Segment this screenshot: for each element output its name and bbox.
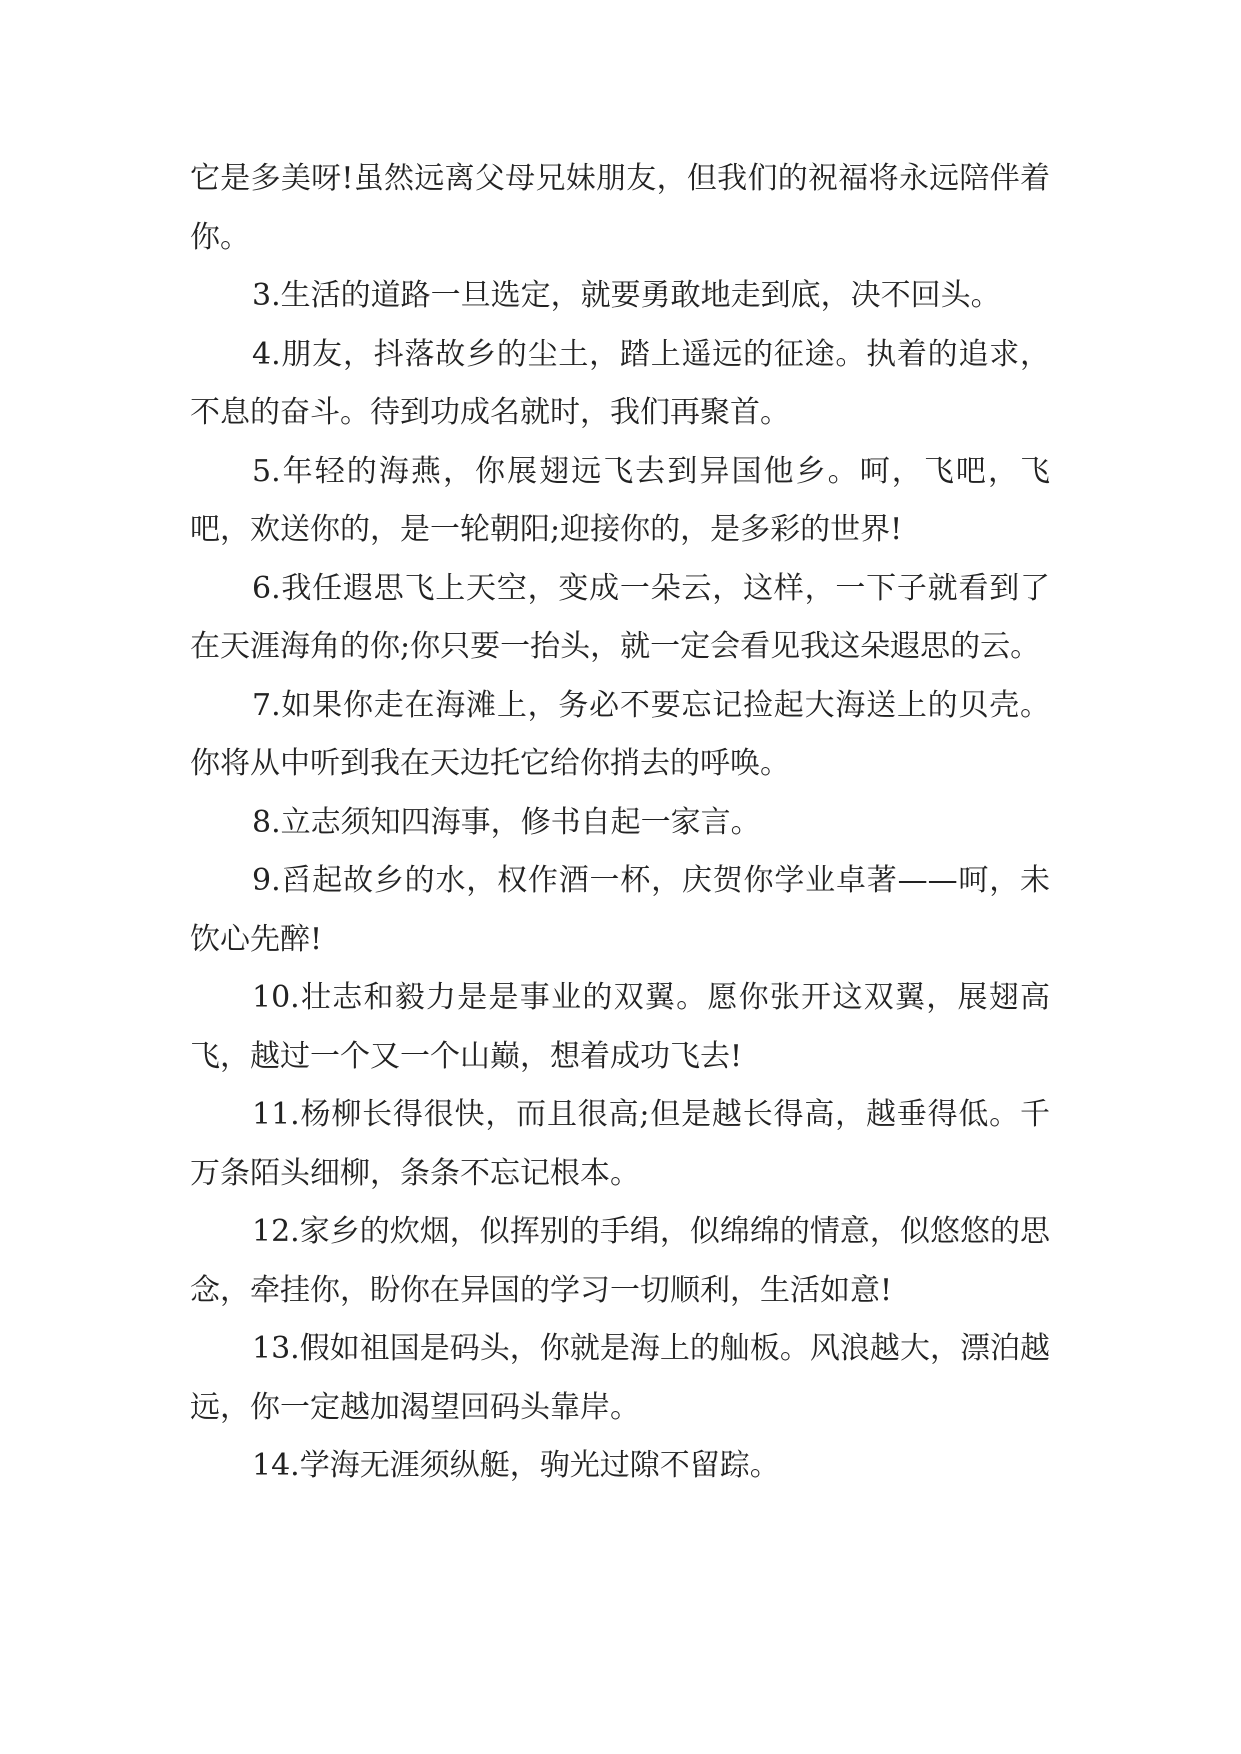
paragraph-item-10: 10.壮志和毅力是是事业的双翼。愿你张开这双翼，展翅高飞，越过一个又一个山巅，想着成功飞去! bbox=[190, 980, 1050, 1074]
paragraph-item-6: 6.我任遐思飞上天空，变成一朵云，这样，一下子就看到了在天涯海角的你;你只要一抬头，就一定会看见我这朵遐思的云。 bbox=[190, 570, 1050, 664]
paragraph-item-9: 9.舀起故乡的水，权作酒一杯，庆贺你学业卓著——呵，未饮心先醉! bbox=[190, 863, 1050, 957]
paragraph-item-13: 13.假如祖国是码头，你就是海上的舢板。风浪越大，漂泊越远，你一定越加渴望回码头靠岸。 bbox=[190, 1331, 1050, 1425]
paragraph-item-4: 4.朋友，抖落故乡的尘土，踏上遥远的征途。执着的追求，不息的奋斗。待到功成名就时，我们再聚首。 bbox=[190, 336, 1050, 430]
paragraph-item-3: 3.生活的道路一旦选定，就要勇敢地走到底，决不回头。 bbox=[252, 278, 1001, 313]
document-body bbox=[190, 150, 1050, 1496]
paragraph-item-14: 14.学海无涯须纵艇，驹光过隙不留踪。 bbox=[252, 1448, 780, 1483]
paragraph-item-12: 12.家乡的炊烟，似挥别的手绢，似绵绵的情意，似悠悠的思念，牵挂你，盼你在异国的学习一切顺利，生活如意! bbox=[190, 1214, 1050, 1308]
paragraph-item-5: 5.年轻的海燕，你展翅远飞去到异国他乡。呵，飞吧，飞吧，欢送你的，是一轮朝阳;迎接你的，是多彩的世界! bbox=[190, 453, 1050, 547]
paragraph-item-8: 8.立志须知四海事，修书自起一家言。 bbox=[252, 804, 761, 840]
paragraph-item-7: 7.如果你走在海滩上，务必不要忘记捡起大海送上的贝壳。你将从中听到我在天边托它给你捎去的呼唤。 bbox=[190, 687, 1050, 781]
paragraph-continuation: 它是多美呀!虽然远离父母兄妹朋友，但我们的祝福将永远陪伴着你。 bbox=[190, 161, 1050, 255]
paragraph-item-11: 11.杨柳长得很快，而且很高;但是越长得高，越垂得低。千万条陌头细柳，条条不忘记根本。 bbox=[190, 1097, 1050, 1191]
